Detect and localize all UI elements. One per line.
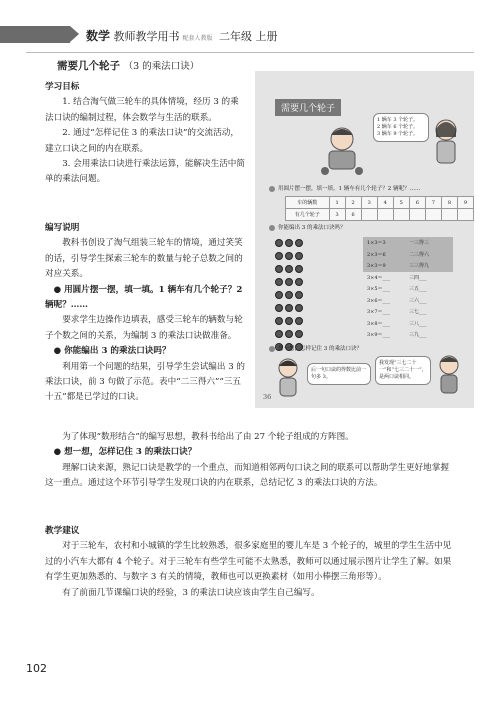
goal-item: 2. 通过“怎样记住 3 的乘法口诀”的交流活动，建立口诀之间的内在联系。 <box>45 128 239 154</box>
wheel-icon <box>285 252 293 260</box>
figure-title: 需要几个轮子 <box>275 99 341 116</box>
multiplication-row: 3×8＝___ 三八___ <box>367 320 427 327</box>
lesson-title-main: 需要几个轮子 <box>57 60 120 72</box>
multiplication-row: 3×3＝9 三三得九 <box>363 260 453 272</box>
multiplication-row: 3×4＝___ 三四___ <box>367 274 427 281</box>
lesson-title <box>57 58 199 73</box>
goals-heading: 学习目标 <box>45 82 80 92</box>
wheel-count-table: 车的辆数 1 2 3 4 5 6 7 8 9 有几个轮子 3 6 <box>285 196 474 221</box>
wheel-icon <box>275 239 283 247</box>
wheel-icon <box>295 239 303 247</box>
wheel-icon <box>295 291 303 299</box>
notes-continued <box>45 430 455 492</box>
multiplication-row: 3×7＝___ 三七___ <box>367 309 427 316</box>
header-small: 配套人教版 <box>182 34 213 42</box>
figure-page-number: 36 <box>263 393 272 401</box>
advice-paragraph: 有了前面几节课编口诀的经验，3 的乘法口诀应该由学生自己编写。 <box>62 587 320 598</box>
wheel-row <box>275 275 349 288</box>
wheel-icon <box>275 291 283 299</box>
advice-heading: 教学建议 <box>45 526 80 536</box>
notes-paragraph: 为了体现“数形结合”的编写思想，教科书给出了由 27 个轮子组成的方阵图。 <box>62 432 354 442</box>
wheel-icon <box>275 278 283 286</box>
figure-question-2: 你能编出 3 的乘法口诀吗？ <box>269 223 346 231</box>
advice-paragraph: 对于三轮车，农村和小城镇的学生比较熟悉，很多家庭里的婴儿车是 3 个轮子的，城里的学生生活中见过的小汽车大都有 4 个轮子。对于三轮车有些学生可能不太熟悉，教师可以通过展示图片让学生了解。如果有学生更加熟悉的、与数字 3 有关的情境，教师也可以更换素材（如用小棒摆三角形等）。 <box>45 541 452 583</box>
notes-paragraph: 教科书创设了淘气组装三轮车的情境，通过笑笑的话，引导学生探索三轮车的数量与轮子总数之间的对应关系。 <box>45 238 243 280</box>
header-subject: 数学 <box>86 29 111 43</box>
speech-bubble: 1 辆车 3 个轮子。 2 辆车 6 个轮子。 3 辆车 9 个轮子。 <box>373 113 429 142</box>
wheel-icon <box>285 330 293 338</box>
lesson-title-sub: （3 的乘法口诀） <box>123 61 200 72</box>
wheel-row <box>275 236 349 249</box>
speech-bubble-3: 我发现“三七二十一”和“七三二十一”，是两口诀相同。 <box>375 356 431 385</box>
speech-bubble-2: 后一句口诀的得数比前一句多 3。 <box>307 363 371 385</box>
multiplication-row: 3×9＝___ 三九___ <box>367 332 427 339</box>
wheel-icon <box>275 330 283 338</box>
page-number: 102 <box>26 662 47 675</box>
advice-section <box>45 524 455 601</box>
goals-section <box>45 80 245 188</box>
wheel-array <box>275 236 349 353</box>
multiplication-table <box>363 237 453 341</box>
wheel-icon <box>295 252 303 260</box>
wheel-icon <box>285 304 293 312</box>
wheel-icon <box>275 252 283 260</box>
multiplication-row: 3×5＝___ 三五___ <box>367 286 427 293</box>
wheel-row <box>275 249 349 262</box>
header-book: 教师教学用书 <box>113 30 180 43</box>
wheel-icon <box>275 317 283 325</box>
wheel-icon <box>295 278 303 286</box>
notes-heading: 编写说明 <box>45 223 80 233</box>
figure-question-3: 想一想，怎样记住 3 的乘法口诀？ <box>269 344 362 352</box>
wheel-row <box>275 301 349 314</box>
wheel-row <box>275 288 349 301</box>
wheel-icon <box>285 291 293 299</box>
girl-illustration-2 <box>273 356 303 400</box>
notes-paragraph: 利用第一个问题的结果，引导学生尝试编出 3 的乘法口诀，前 3 句做了示范。表中“二三得六”“三五十五”都是已学过的口诀。 <box>45 361 245 403</box>
notes-paragraph: 要求学生边操作边填表，感受三轮车的辆数与轮子个数之间的关系，为编制 3 的乘法口诀做准备。 <box>45 315 243 341</box>
boy-illustration-2 <box>433 353 465 399</box>
multiplication-row: 1×3＝3 一三得三 <box>363 237 453 249</box>
wheel-icon <box>295 317 303 325</box>
bullet-icon <box>269 346 275 352</box>
notes-paragraph: 理解口诀来源，熟记口诀是教学的一个重点，而知道相邻两句口诀之间的联系可以帮助学生更好地掌握这一重点。通过这个环节引导学生发现口诀的内在联系，总结记忆 3 的乘法口诀的方法。 <box>45 462 449 489</box>
multiplication-row: 2×3＝6 二三得六 <box>363 249 453 261</box>
notes-question: ● 你能编出 3 的乘法口诀吗？ <box>53 346 171 357</box>
wheel-icon <box>295 265 303 273</box>
header-rule <box>26 52 474 53</box>
wheel-icon <box>285 265 293 273</box>
bullet-icon <box>269 225 275 231</box>
bullet-icon <box>269 186 275 192</box>
running-header <box>86 27 278 44</box>
figure-question-1: 用圆片摆一摆，填一填。1 辆车有几个轮子？2 辆呢？…… <box>269 184 421 192</box>
textbook-figure <box>255 71 474 408</box>
wheel-icon <box>285 317 293 325</box>
wheel-icon <box>285 278 293 286</box>
header-grade: 二年级 上册 <box>219 30 278 43</box>
wheel-icon <box>295 304 303 312</box>
wheel-row <box>275 314 349 327</box>
girl-illustration <box>429 117 463 173</box>
notes-section <box>45 221 245 406</box>
boy-illustration <box>317 125 367 177</box>
notes-question: ● 想一想，怎样记住 3 的乘法口诀？ <box>53 447 197 458</box>
wheel-row <box>275 327 349 340</box>
header-bar <box>0 26 70 43</box>
goal-item: 1. 结合淘气做三轮车的具体情境，经历 3 的乘法口诀的编制过程，体会数学与生活的联系。 <box>45 97 239 123</box>
wheel-icon <box>285 239 293 247</box>
wheel-row <box>275 262 349 275</box>
notes-question: ● 用圆片摆一摆，填一填。1 辆车有几个轮子？2 辆呢？…… <box>45 284 243 311</box>
multiplication-row: 3×6＝___ 三六___ <box>367 297 427 304</box>
goal-item: 3. 会用乘法口诀进行乘法运算，能解决生活中简单的乘法问题。 <box>45 159 245 185</box>
wheel-icon <box>275 304 283 312</box>
wheel-icon <box>295 330 303 338</box>
wheel-icon <box>275 265 283 273</box>
